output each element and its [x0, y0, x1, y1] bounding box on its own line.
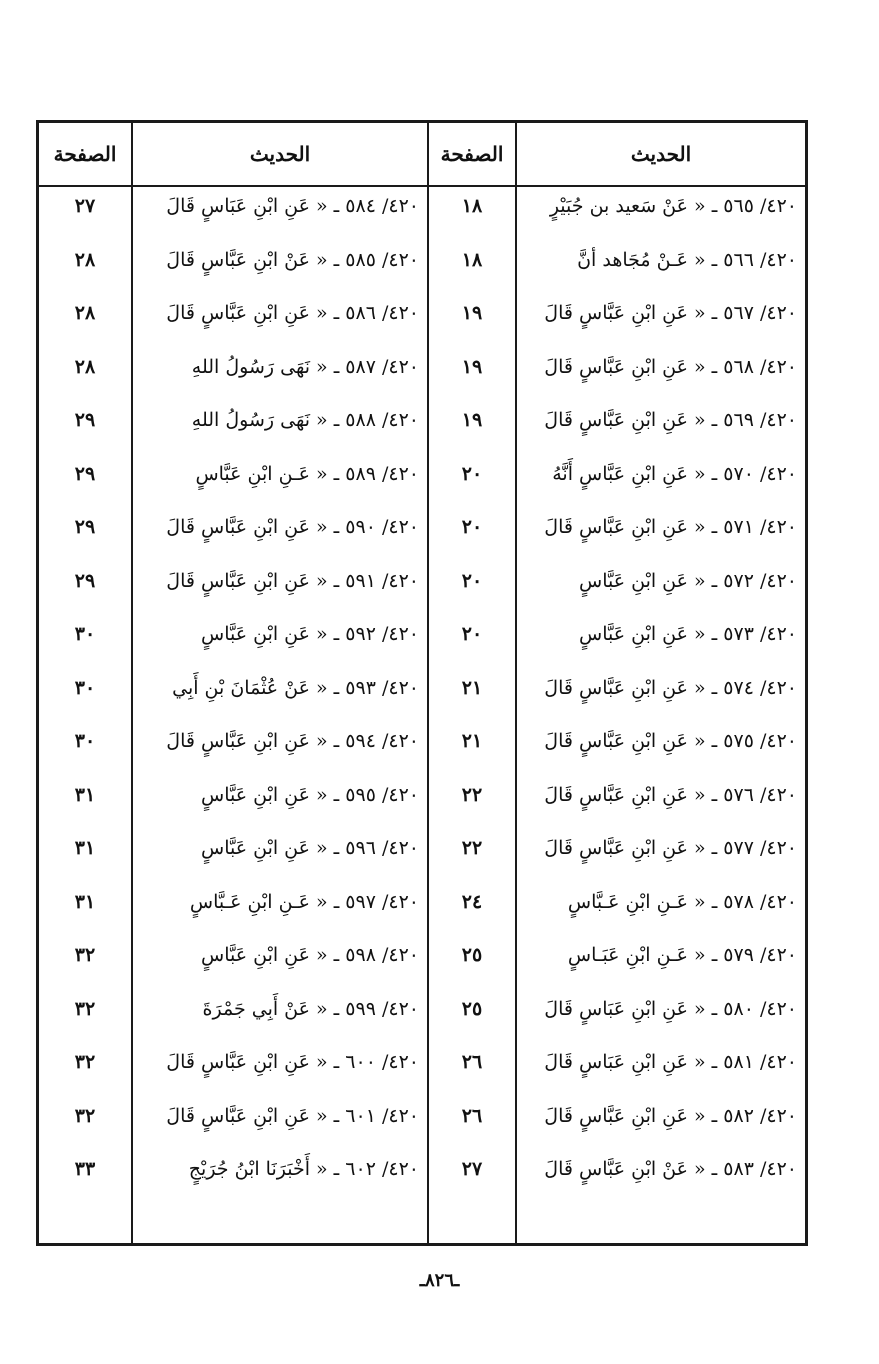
hadith-entry: ٤٢٠/ ٥٩٠ ـ « عَنِ ابْنِ عَبَّاسٍ قَالَ — [166, 516, 419, 538]
page-ref: ٣٠ — [74, 623, 96, 645]
hadith-entry: ٤٢٠/ ٥٨٥ ـ « عَنْ ابْنِ عَبَّاسٍ قَالَ — [166, 248, 419, 271]
hadith-entry: ٤٢٠/ ٥٨٠ ـ « عَنِ ابْنِ عَبَاسٍ قَالَ — [544, 997, 797, 1020]
hadith-entry: ٤٢٠/ ٥٨٩ ـ « عَـنِ ابْنِ عَبَّاسٍ — [195, 462, 419, 485]
page-ref: ٣٢ — [74, 1104, 96, 1127]
hadith-entry: ٤٢٠/ ٥٩٢ ـ « عَنِ ابْنِ عَبَّاسٍ — [201, 623, 419, 645]
hadith-entry: ٤٢٠/ ٥٩٤ ـ « عَنِ ابْنِ عَبَّاسٍ قَالَ — [166, 730, 419, 752]
page-ref: ٢٩ — [74, 569, 96, 592]
page-ref: ٢٧ — [461, 1158, 483, 1180]
page-number: ـ٨٢٦ـ — [419, 1270, 460, 1291]
header-hadith-right: الحديث — [630, 142, 692, 166]
hadith-entry: ٤٢٠/ ٥٩٩ ـ « عَنْ أَبِي جَمْرَةَ — [202, 997, 419, 1020]
hadith-entry: ٤٢٠/ ٥٦٧ ـ « عَنِ ابْنِ عَبَّاسٍ قَالَ — [544, 302, 797, 324]
page-ref: ٢٩ — [74, 462, 96, 485]
hadith-entry: ٤٢٠/ ٥٧١ ـ « عَنِ ابْنِ عَبَّاسٍ قَالَ — [544, 516, 797, 538]
hadith-entry: ٤٢٠/ ٥٧٨ ـ « عَـنِ ابْنِ عَـبَّاسٍ — [567, 890, 797, 913]
hadith-entry: ٤٢٠/ ٥٦٦ ـ « عَـنْ مُجَاهد أنَّ — [577, 248, 797, 271]
hadith-entry: ٤٢٠/ ٥٧٠ ـ « عَنِ ابْنِ عَبَّاسٍ أَنَّهُ — [552, 462, 797, 485]
page-ref: ٢٨ — [74, 355, 96, 378]
page-ref: ١٩ — [461, 409, 483, 431]
page-ref: ٢١ — [461, 730, 483, 752]
page-ref: ٢٠ — [461, 569, 483, 592]
hadith-entry: ٤٢٠/ ٥٧٧ ـ « عَنِ ابْنِ عَبَّاسٍ قَالَ — [544, 837, 797, 859]
page-ref: ٢٥ — [461, 944, 483, 966]
page-ref: ٣٠ — [74, 730, 96, 752]
hadith-entry: ٤٢٠/ ٥٨١ ـ « عَنِ ابْنِ عَبَاسٍ قَالَ — [544, 1051, 797, 1073]
page-ref: ٣٢ — [74, 1051, 96, 1073]
hadith-entry: ٤٢٠/ ٥٩٧ ـ « عَـنِ ابْنِ عَـبَّاسٍ — [189, 890, 419, 913]
hadith-entry: ٤٢٠/ ٥٩٥ ـ « عَنِ ابْنِ عَبَّاسٍ — [201, 783, 419, 806]
index-table — [36, 120, 808, 1246]
page-ref: ١٨ — [461, 248, 483, 271]
page-ref: ٢٠ — [461, 623, 483, 645]
header-hadith-left: الحديث — [249, 142, 311, 166]
hadith-entry: ٤٢٠/ ٥٦٨ ـ « عَنِ ابْنِ عَبَّاسٍ قَالَ — [544, 355, 797, 378]
page-ref: ٢٢ — [461, 837, 483, 859]
column-divider-right-page — [515, 123, 517, 1243]
page-ref: ٣١ — [74, 837, 96, 859]
hadith-entry: ٤٢٠/ ٥٧٢ ـ « عَنِ ابْنِ عَبَّاسٍ — [579, 569, 797, 592]
page-ref: ٢٠ — [461, 516, 483, 538]
page-ref: ٢٧ — [74, 195, 96, 217]
page-ref: ٣٢ — [74, 997, 96, 1020]
hadith-entry: ٤٢٠/ ٥٩١ ـ « عَنِ ابْنِ عَبَّاسٍ قَالَ — [166, 569, 419, 592]
page-ref: ٣٣ — [74, 1158, 96, 1180]
page-ref: ٣١ — [74, 783, 96, 806]
hadith-entry: ٤٢٠/ ٦٠٠ ـ « عَنِ ابْنِ عَبَّاسٍ قَالَ — [166, 1051, 419, 1073]
hadith-entry: ٤٢٠/ ٦٠٢ ـ « أَخْبَرَنَا ابْنُ جُرَيْجٍ — [188, 1158, 419, 1180]
hadith-entry: ٤٢٠/ ٥٩٣ ـ « عَنْ عُثْمَانَ بْنِ أَبِي — [172, 676, 419, 699]
header-page-right: الصفحة — [440, 142, 504, 166]
page-ref: ٢٤ — [461, 890, 483, 913]
page-ref: ٣٢ — [74, 944, 96, 966]
hadith-entry: ٤٢٠/ ٥٦٥ ـ « عَنْ سَعيد بن جُبَيْرٍ — [549, 195, 797, 217]
hadith-entry: ٤٢٠/ ٥٧٦ ـ « عَنِ ابْنِ عَبَّاسٍ قَالَ — [544, 783, 797, 806]
header-divider — [39, 185, 805, 187]
page-ref: ٢١ — [461, 676, 483, 699]
page-ref: ١٩ — [461, 302, 483, 324]
hadith-entry: ٤٢٠/ ٦٠١ ـ « عَنِ ابْنِ عَبَّاسٍ قَالَ — [166, 1104, 419, 1127]
hadith-entry: ٤٢٠/ ٥٧٤ ـ « عَنِ ابْنِ عَبَّاسٍ قَالَ — [544, 676, 797, 699]
hadith-entry: ٤٢٠/ ٥٩٨ ـ « عَنِ ابْنِ عَبَّاسٍ — [201, 944, 419, 966]
page-ref: ٢٠ — [461, 462, 483, 485]
hadith-entry: ٤٢٠/ ٥٨٨ ـ « نَهَى رَسُولُ اللهِ — [191, 409, 419, 431]
hadith-entry: ٤٢٠/ ٥٨٦ ـ « عَنِ ابْنِ عَبَّاسٍ قَالَ — [166, 302, 419, 324]
header-page-left: الصفحة — [53, 142, 117, 166]
page-ref: ٢٩ — [74, 516, 96, 538]
hadith-entry: ٤٢٠/ ٥٨٢ ـ « عَنِ ابْنِ عَبَّاسٍ قَالَ — [544, 1104, 797, 1127]
hadith-entry: ٤٢٠/ ٥٧٥ ـ « عَنِ ابْنِ عَبَّاسٍ قَالَ — [544, 730, 797, 752]
page-ref: ٢٦ — [461, 1051, 483, 1073]
page-ref: ١٨ — [461, 195, 483, 217]
page-ref: ٣١ — [74, 890, 96, 913]
hadith-entry: ٤٢٠/ ٥٨٣ ـ « عَنْ ابْنِ عَبَّاسٍ قَالَ — [544, 1158, 797, 1180]
hadith-entry: ٤٢٠/ ٥٧٩ ـ « عَـنِ ابْنِ عَبَـاسٍ — [567, 944, 797, 966]
column-divider-left-page — [131, 123, 133, 1243]
page-ref: ٢٢ — [461, 783, 483, 806]
hadith-entry: ٤٢٠/ ٥٧٣ ـ « عَنِ ابْنِ عَبَّاسٍ — [579, 623, 797, 645]
page-ref: ٢٨ — [74, 302, 96, 324]
hadith-entry: ٤٢٠/ ٥٨٧ ـ « نَهَى رَسُولُ اللهِ — [191, 355, 419, 378]
hadith-entry: ٤٢٠/ ٥٨٤ ـ « عَنِ ابْنِ عَبَاسٍ قَالَ — [166, 195, 419, 217]
page-ref: ٢٥ — [461, 997, 483, 1020]
page-ref: ٣٠ — [74, 676, 96, 699]
hadith-entry: ٤٢٠/ ٥٩٦ ـ « عَنِ ابْنِ عَبَّاسٍ — [201, 837, 419, 859]
page-ref: ١٩ — [461, 355, 483, 378]
page-ref: ٢٦ — [461, 1104, 483, 1127]
page-ref: ٢٨ — [74, 248, 96, 271]
page-ref: ٢٩ — [74, 409, 96, 431]
hadith-entry: ٤٢٠/ ٥٦٩ ـ « عَنِ ابْنِ عَبَّاسٍ قَالَ — [544, 409, 797, 431]
